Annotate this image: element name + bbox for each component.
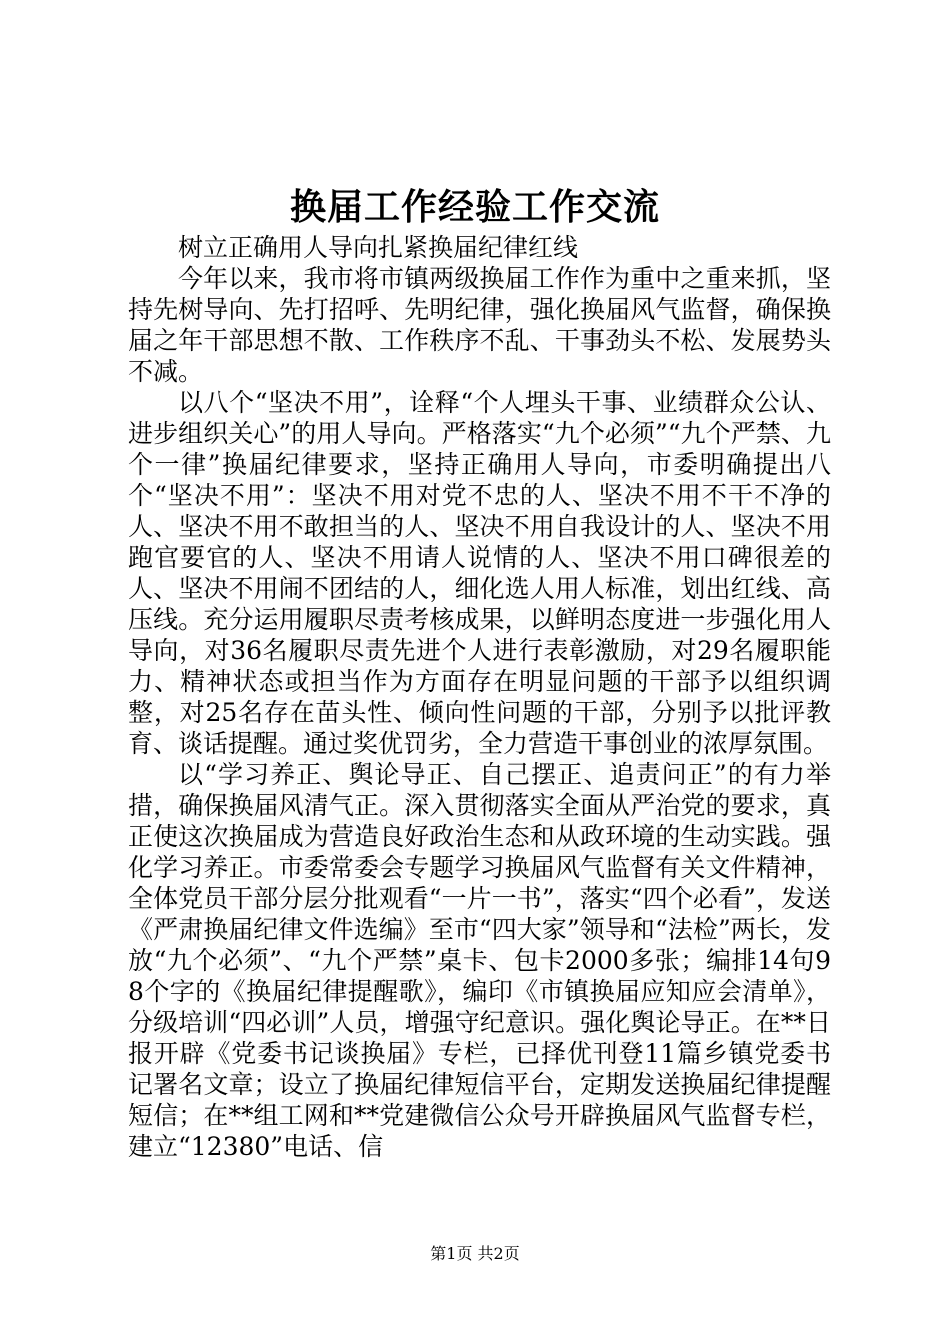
document-title: 换届工作经验工作交流 — [289, 186, 660, 228]
document-body — [128, 232, 831, 1162]
paragraph-election-discipline: 以“学习养正、舆论导正、自己摆正、追责问正”的有力举措，确保换届风清气正。深入贯彻落实全面从严治党的要求，真正使这次换届成为营造良好政治生态和从政环境的生动实践。强化学习养正。市委常委会专题学习换届风气监督有关文件精神，全体党员干部分层分批观看“一片一书”，落实“四个必看”，发送《严肃换届纪律文件选编》至市“四大家”领导和“法检”两长，发放“九个必须”、“九个严禁”桌卡、包卡2000多张；编排14句98个字的《换届纪律提醒歌》，编印《市镇换届应知应会清单》，分级培训“四必训”人员，增强守纪意识。强化舆论导正。在**日报开辟《党委书记谈换届》专栏，已择优刊登11篇乡镇党委书记署名文章；设立了换届纪律短信平台，定期发送换届纪律提醒短信；在**组工网和**党建微信公众号开辟换届风气监督专栏，建立“12380”电话、信 — [128, 760, 831, 1161]
paragraph-intro: 今年以来，我市将市镇两级换届工作作为重中之重来抓，坚持先树导向、先打招呼、先明纪律，强化换届风气监督，确保换届之年干部思想不散、工作秩序不乱、干事劲头不松、发展势头不减。 — [128, 264, 831, 386]
paragraph-employment-guidance: 以八个“坚决不用”，诠释“个人埋头干事、业绩群众公认、进步组织关心”的用人导向。严格落实“九个必须”“九个严禁、九个一律”换届纪律要求，坚持正确用人导向，市委明确提出八个“坚决不用”：坚决不用对党不忠的人、坚决不用不干不净的人、坚决不用不敢担当的人、坚决不用自我设计的人、坚决不用跑官要官的人、坚决不用请人说情的人、坚决不用口碑很差的人、坚决不用闹不团结的人，细化选人用人标准，划出红线、高压线。充分运用履职尽责考核成果，以鲜明态度进一步强化用人导向，对36名履职尽责先进个人进行表彰激励，对29名履职能力、精神状态或担当作为方面存在明显问题的干部予以组织调整，对25名存在苗头性、倾向性问题的干部，分别予以批评教育、谈话提醒。通过奖优罚劣，全力营造干事创业的浓厚氛围。 — [128, 388, 831, 758]
page-footer: 第1页 共2页 — [430, 1244, 520, 1263]
document-subtitle: 树立正确用人导向扎紧换届纪律红线 — [178, 233, 579, 262]
